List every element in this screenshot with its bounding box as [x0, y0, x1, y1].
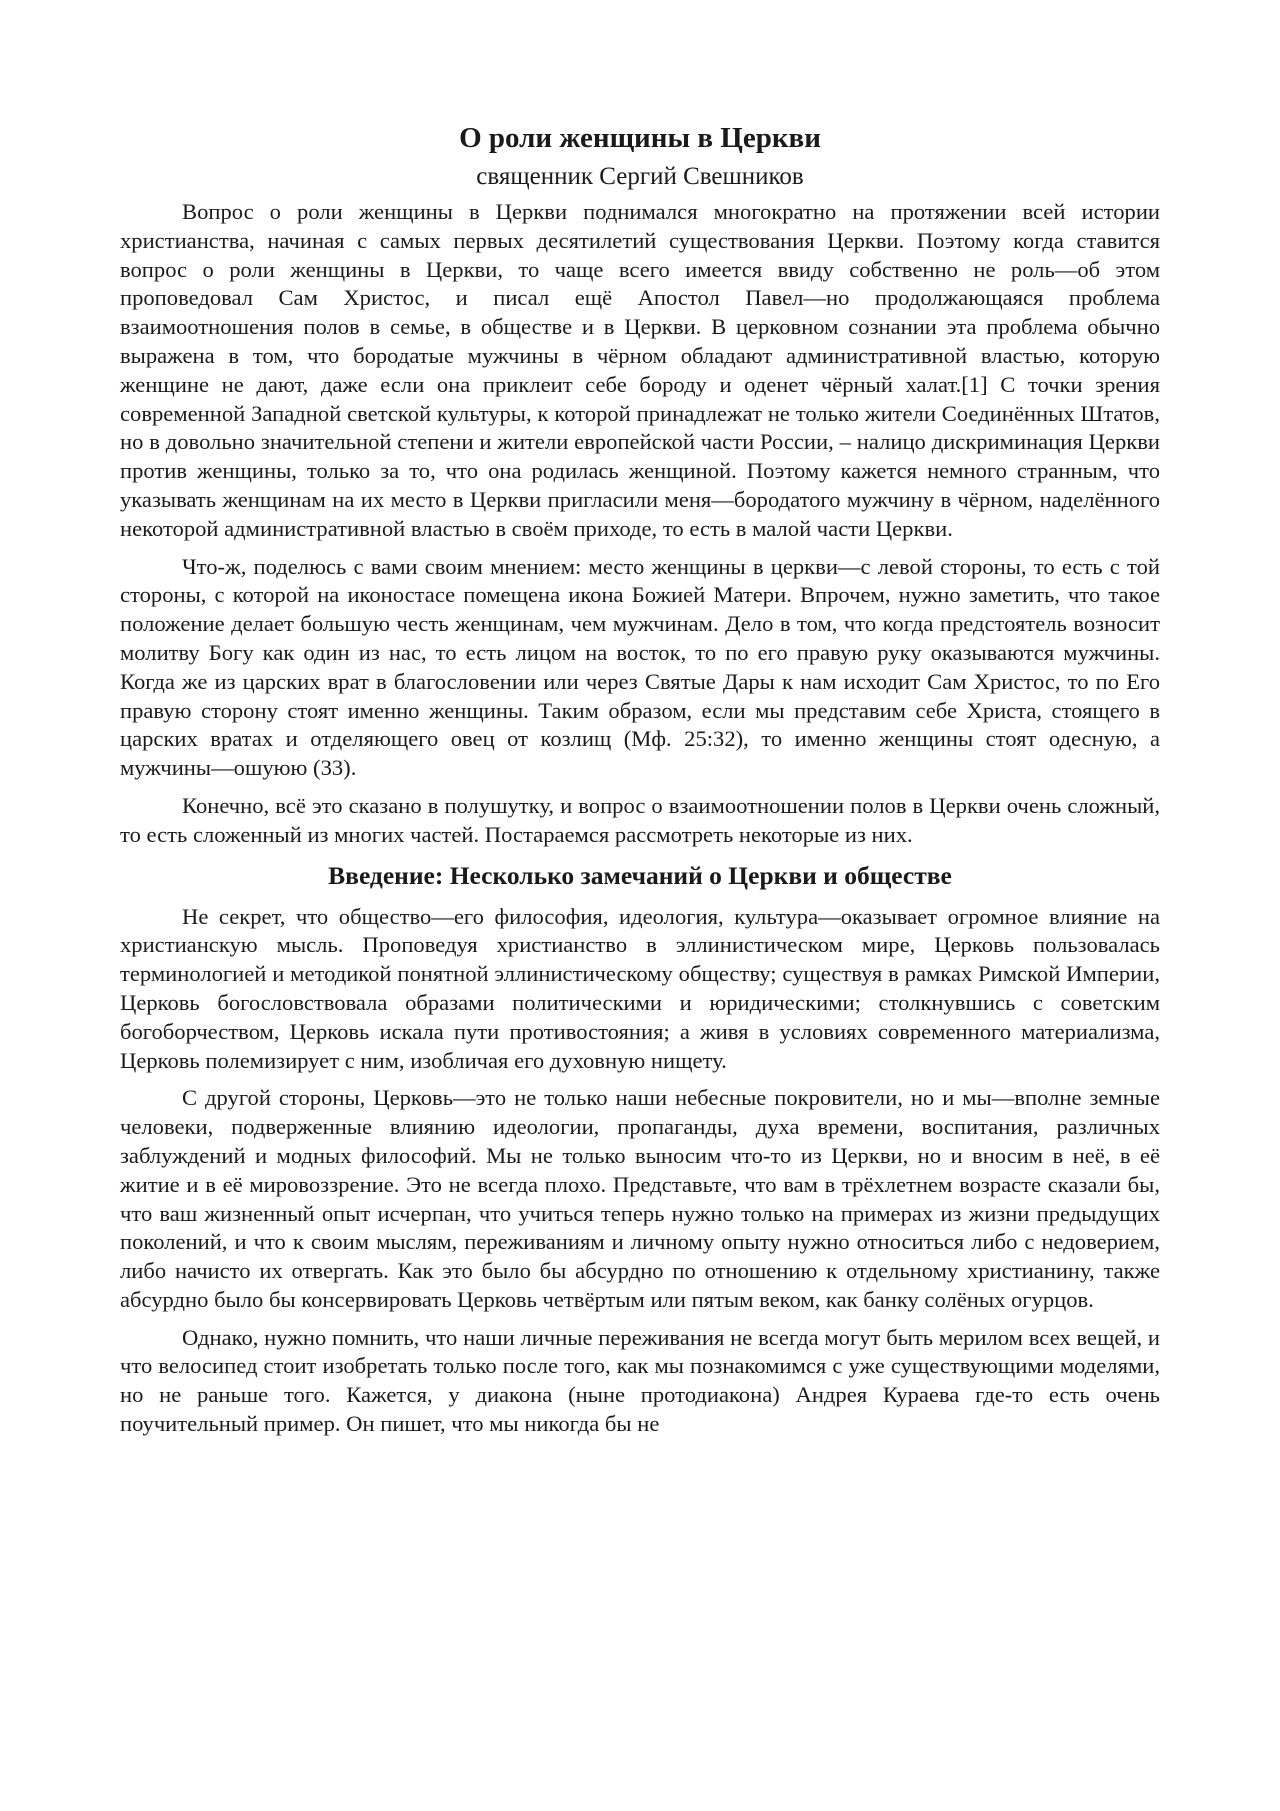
- document-author: священник Сергий Свешников: [476, 163, 804, 190]
- paragraph: Что-ж, поделюсь с вами своим мнением: место женщины в церкви—с левой стороны, то есть с той стороны, с которой на иконостасе помещена икона Божией Матери. Впрочем, нужно заметить, что такое положение делает большую честь женщинам, чем мужчинам. Дело в том, что когда предстоятель возносит молитву Богу как один из нас, то есть лицом на восток, то по его правую руку оказываются мужчины. Когда же из царских врат в благословении или через Святые Дары к нам исходит Сам Христос, то по Его правую сторону стоят именно женщины. Таким образом, если мы представим себе Христа, стоящего в царских вратах и отделяющего овец от козлищ (Мф. 25:32), то именно женщины стоят одесную, а мужчины—ошуюю (33).: [120, 553, 1160, 781]
- document-title: О роли женщины в Церкви: [459, 122, 821, 154]
- paragraph: С другой стороны, Церковь—это не только наши небесные покровители, но и мы—вполне земные человеки, подверженные влиянию идеологии, пропаганды, духа времени, воспитания, различных заблуждений и модных философий. Мы не только выносим что-то из Церкви, но и вносим в неё, в её житие и в её мировоззрение. Это не всегда плохо. Представьте, что вам в трёхлетнем возрасте сказали бы, что ваш жизненный опыт исчерпан, что учиться теперь нужно только на примерах из жизни предыдущих поколений, и что к своим мыслям, переживаниям и личному опыту нужно относиться либо с недоверием, либо начисто их отвергать. Как это было бы абсурдно по отношению к отдельному христианину, также абсурдно было бы консервировать Церковь четвёртым или пятым веком, как банку солёных огурцов.: [120, 1085, 1160, 1312]
- paragraph: Конечно, всё это сказано в полушутку, и вопрос о взаимоотношении полов в Церкви очень сложный, то есть сложенный из многих частей. Постараемся рассмотреть некоторые из них.: [120, 792, 1160, 847]
- section-heading: Введение: Несколько замечаний о Церкви и обществе: [328, 860, 952, 890]
- paragraph: Вопрос о роли женщины в Церкви поднимался многократно на протяжении всей истории христианства, начиная с самых первых десятилетий существования Церкви. Поэтому когда ставится вопрос о роли женщины в Церкви, то чаще всего имеется ввиду собственно не роль—об этом проповедовал Сам Христос, и писал ещё Апостол Павел—но продолжающаяся проблема взаимоотношения полов в семье, в обществе и в Церкви. В церковном сознании эта проблема обычно выражена в том, что бородатые мужчины в чёрном обладают административной властью, которую женщине не дают, даже если она приклеит себе бороду и оденет чёрный халат.[1] С точки зрения современной Западной светской культуры, к которой принадлежат не только жители Соединённых Штатов, но в довольно значительной степени и жители европейской части России, – налицо дискриминация Церкви против женщины, только за то, что она родилась женщиной. Поэтому кажется немного странным, что указывать женщинам на их место в Церкви пригласили меня—бородатого мужчину в чёрном, наделённого некоторой административной властью в своём приходе, то есть в малой части Церкви.: [120, 199, 1160, 541]
- paragraph: Не секрет, что общество—его философия, идеология, культура—оказывает огромное влияние на христианскую мысль. Проповедуя христианство в эллинистическом мире, Церковь пользовалась терминологией и методикой понятной эллинистическому обществу; существуя в рамках Римской Империи, Церковь богословствовала образами политическими и юридическими; столкнувшись с советским богоборчеством, Церковь искала пути противостояния; а живя в условиях современного материализма, Церковь полемизирует с ним, изобличая его духовную нищету.: [120, 903, 1160, 1073]
- paragraph: Однако, нужно помнить, что наши личные переживания не всегда могут быть мерилом всех вещей, и что велосипед стоит изобретать только после того, как мы познакомимся с уже существующими моделями, но не раньше того. Кажется, у диакона (ныне протодиакона) Андрея Кураева где-то есть очень поучительный пример. Он пишет, что мы никогда бы не: [120, 1324, 1160, 1437]
- document-page: [120, 118, 1160, 1448]
